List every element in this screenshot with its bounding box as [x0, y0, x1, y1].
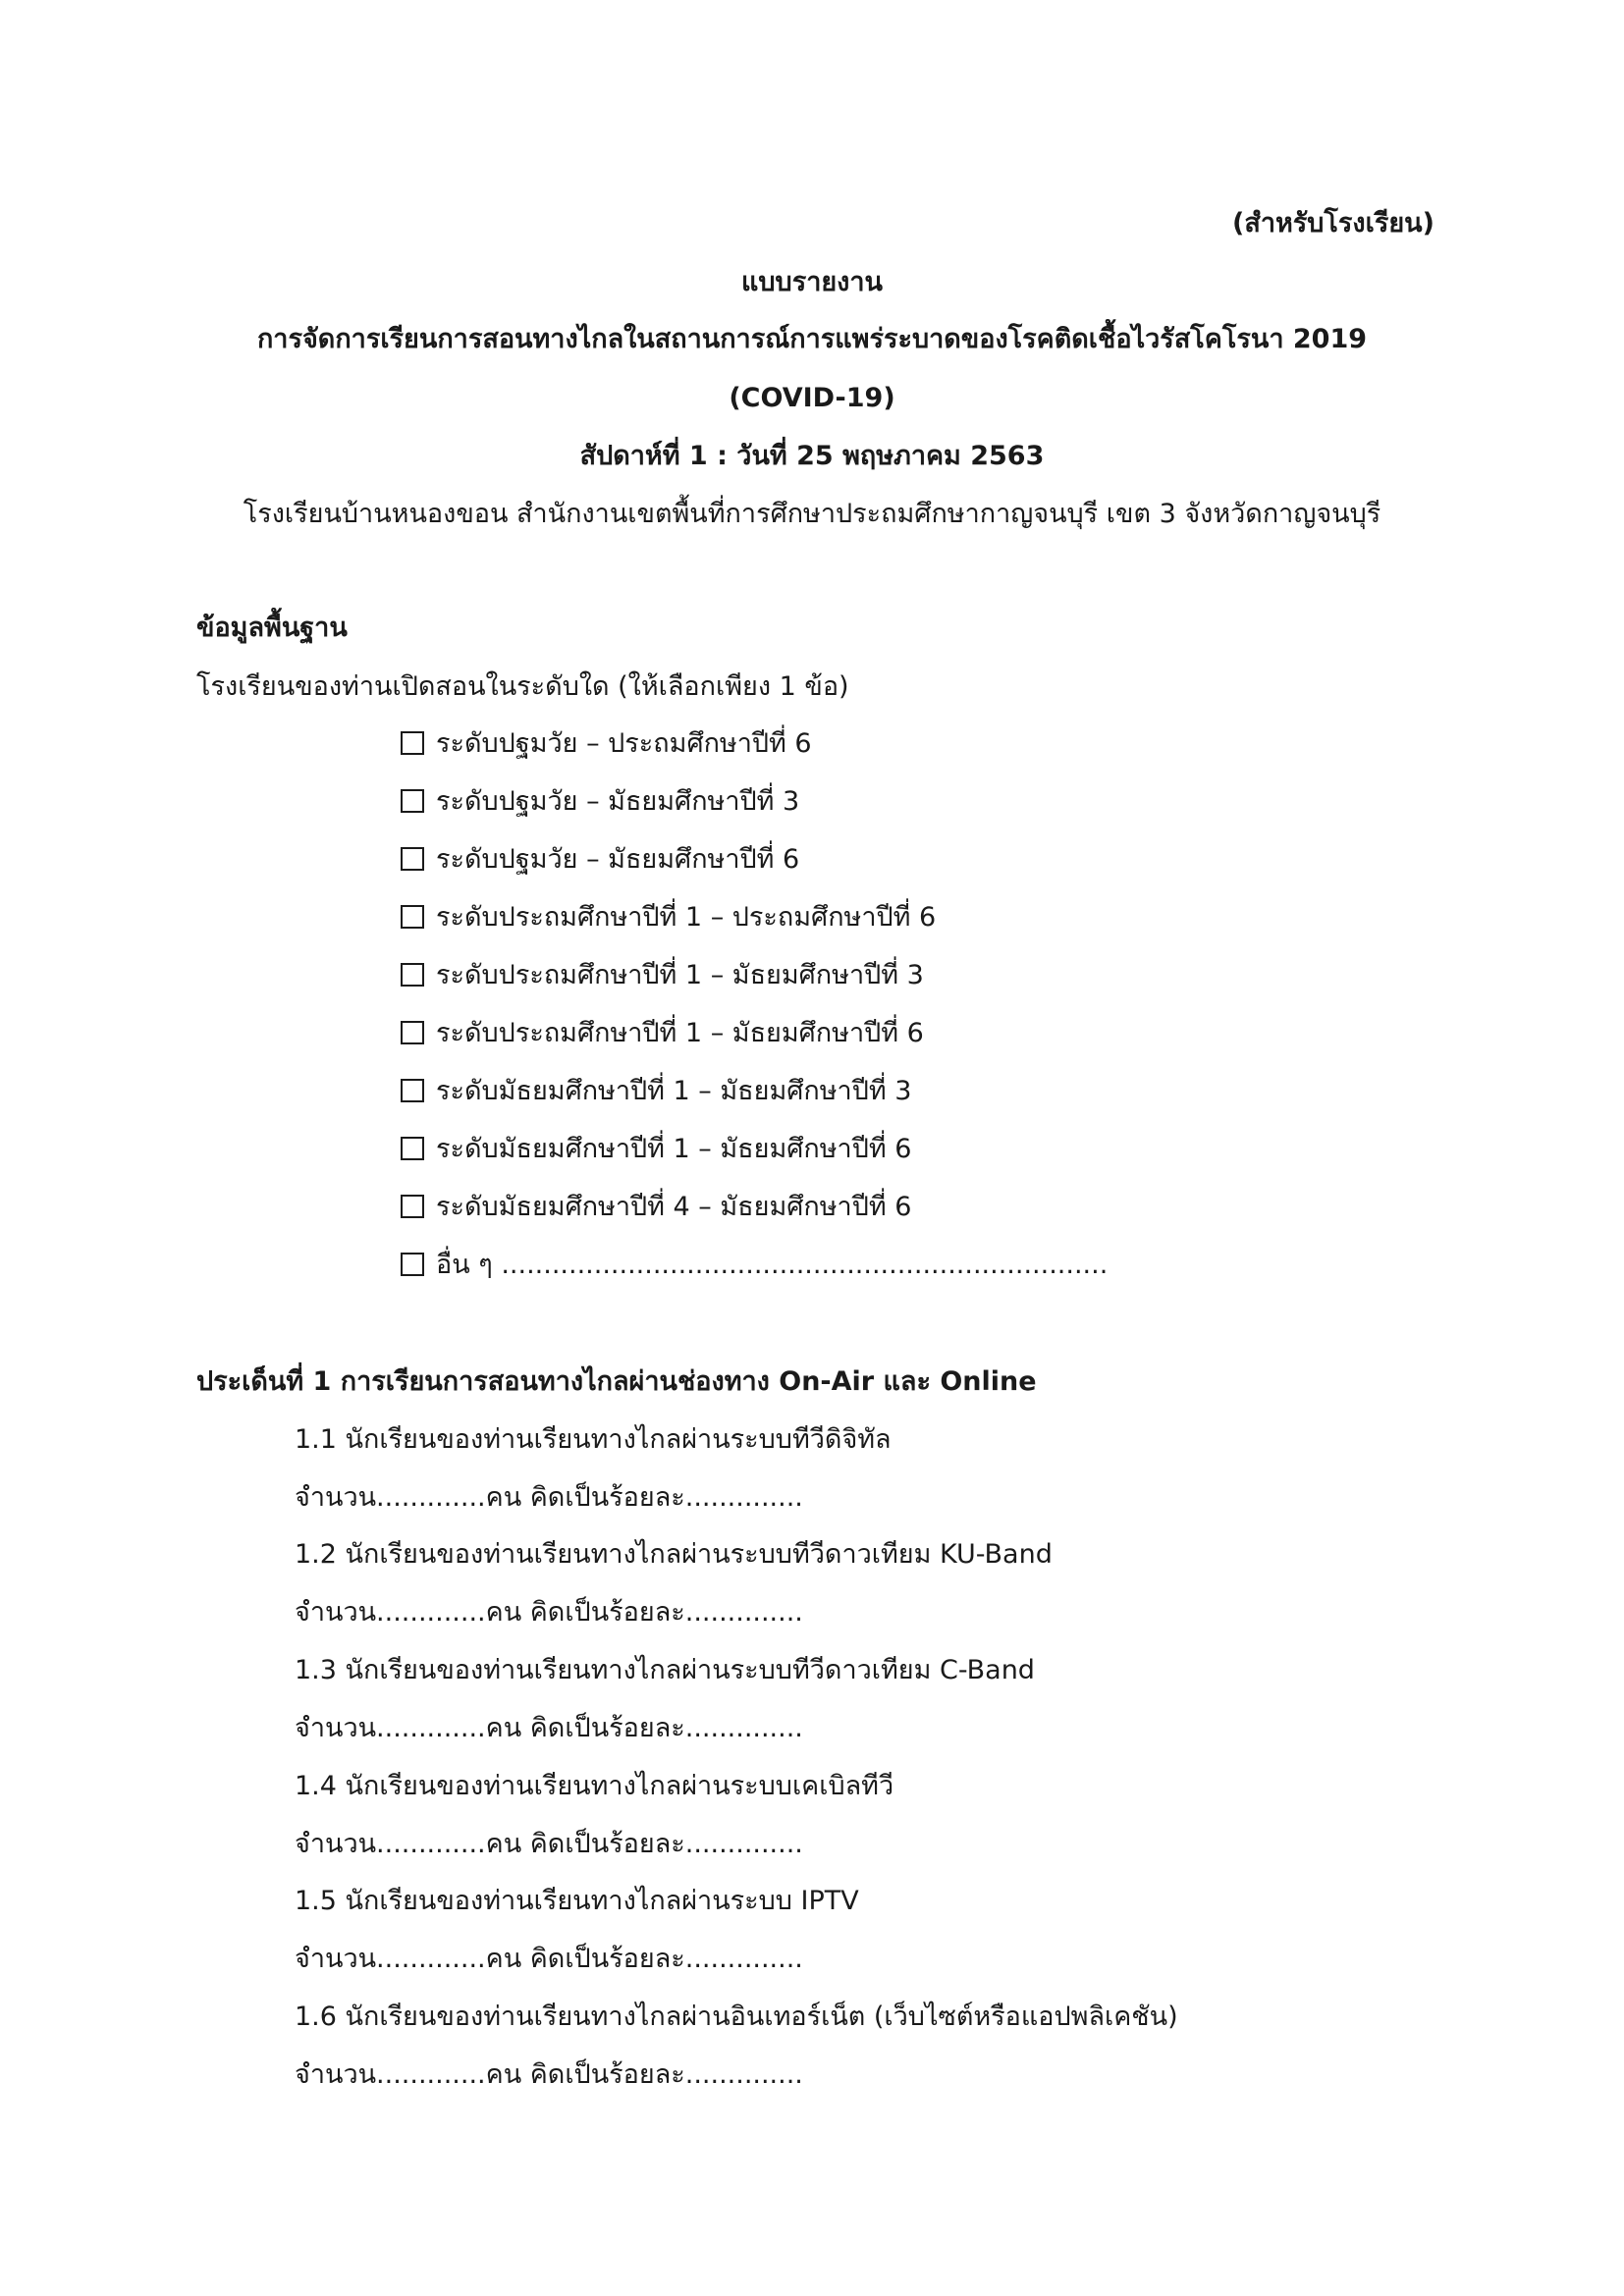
- level-option[interactable]: [401, 782, 799, 822]
- level-option-other[interactable]: [401, 1246, 1108, 1285]
- level-option[interactable]: [401, 956, 924, 995]
- level-option[interactable]: [401, 1072, 911, 1111]
- level-option[interactable]: [401, 840, 799, 880]
- checkbox[interactable]: [401, 789, 424, 813]
- level-option-label: ระดับปฐมวัย – ประถมศึกษาปีที่ 6: [436, 728, 812, 759]
- count-percent-line: จำนวน.............คน คิดเป็นร้อยละ..............: [295, 1829, 803, 1859]
- level-option-label: ระดับประถมศึกษาปีที่ 1 – มัธยมศึกษาปีที่ 6: [436, 1018, 924, 1048]
- checkbox[interactable]: [401, 1079, 424, 1102]
- checkbox[interactable]: [401, 1253, 424, 1276]
- level-option[interactable]: [401, 1130, 911, 1169]
- level-option-label: ระดับปฐมวัย – มัธยมศึกษาปีที่ 6: [436, 844, 800, 875]
- form-title: แบบรายงาน: [741, 267, 883, 297]
- checkbox[interactable]: [401, 905, 424, 929]
- count-percent-line: จำนวน.............คน คิดเป็นร้อยละ..............: [295, 1713, 803, 1743]
- level-option-label: ระดับมัธยมศึกษาปีที่ 1 – มัธยมศึกษาปีที่ 6: [436, 1134, 912, 1164]
- level-option[interactable]: [401, 1014, 924, 1053]
- level-option[interactable]: [401, 898, 936, 937]
- checkbox[interactable]: [401, 847, 424, 871]
- level-option-label: ระดับปฐมวัย – มัธยมศึกษาปีที่ 3: [436, 786, 800, 817]
- school-info: โรงเรียนบ้านหนองขอน สำนักงานเขตพื้นที่การศึกษาประถมศึกษากาญจนบุรี เขต 3 จังหวัดกาญจนบุรี: [243, 499, 1381, 529]
- count-percent-line: จำนวน.............คน คิดเป็นร้อยละ..............: [295, 1597, 803, 1628]
- issue1-item: 1.4 นักเรียนของท่านเรียนทางไกลผ่านระบบเคเบิลทีวี: [295, 1771, 894, 1801]
- issue1-item: 1.5 นักเรียนของท่านเรียนทางไกลผ่านระบบ IPTV: [295, 1886, 859, 1916]
- checkbox[interactable]: [401, 963, 424, 987]
- basic-info-heading: ข้อมูลพื้นฐาน: [196, 613, 348, 643]
- issue1-item: 1.2 นักเรียนของท่านเรียนทางไกลผ่านระบบทีวีดาวเทียม KU-Band: [295, 1539, 1053, 1570]
- level-option-label: ระดับมัธยมศึกษาปีที่ 4 – มัธยมศึกษาปีที่ 6: [436, 1192, 912, 1222]
- level-option[interactable]: [401, 724, 812, 764]
- level-option[interactable]: [401, 1188, 911, 1227]
- week-date: สัปดาห์ที่ 1 : วันที่ 25 พฤษภาคม 2563: [579, 441, 1045, 471]
- for-school-label: (สำหรับโรงเรียน): [1232, 208, 1435, 239]
- count-percent-line: จำนวน.............คน คิดเป็นร้อยละ..............: [295, 1944, 803, 1974]
- subject-title-line2: (COVID-19): [729, 383, 895, 413]
- subject-title-line1: การจัดการเรียนการสอนทางไกลในสถานการณ์การแพร่ระบาดของโรคติดเชื้อไวรัสโคโรนา 2019: [256, 324, 1368, 354]
- level-option-label: ระดับประถมศึกษาปีที่ 1 – ประถมศึกษาปีที่ 6: [436, 902, 937, 933]
- level-option-label: ระดับมัธยมศึกษาปีที่ 1 – มัธยมศึกษาปีที่ 3: [436, 1076, 912, 1106]
- checkbox[interactable]: [401, 1021, 424, 1044]
- issue1-item: 1.3 นักเรียนของท่านเรียนทางไกลผ่านระบบทีวีดาวเทียม C-Band: [295, 1655, 1035, 1685]
- checkbox[interactable]: [401, 1195, 424, 1218]
- issue1-heading: ประเด็นที่ 1 การเรียนการสอนทางไกลผ่านช่องทาง On-Air และ Online: [196, 1366, 1037, 1397]
- checkbox[interactable]: [401, 1137, 424, 1160]
- level-question: โรงเรียนของท่านเปิดสอนในระดับใด (ให้เลือกเพียง 1 ข้อ): [196, 671, 849, 702]
- count-percent-line: จำนวน.............คน คิดเป็นร้อยละ..............: [295, 2059, 803, 2090]
- level-option-label: อื่น ๆ ........................................................................: [436, 1250, 1109, 1280]
- issue1-item: 1.6 นักเรียนของท่านเรียนทางไกลผ่านอินเทอร์เน็ต (เว็บไซต์หรือแอปพลิเคชัน): [295, 2002, 1178, 2032]
- checkbox[interactable]: [401, 731, 424, 755]
- level-option-label: ระดับประถมศึกษาปีที่ 1 – มัธยมศึกษาปีที่ 3: [436, 960, 924, 990]
- count-percent-line: จำนวน.............คน คิดเป็นร้อยละ..............: [295, 1482, 803, 1513]
- issue1-item: 1.1 นักเรียนของท่านเรียนทางไกลผ่านระบบทีวีดิจิทัล: [295, 1424, 892, 1455]
